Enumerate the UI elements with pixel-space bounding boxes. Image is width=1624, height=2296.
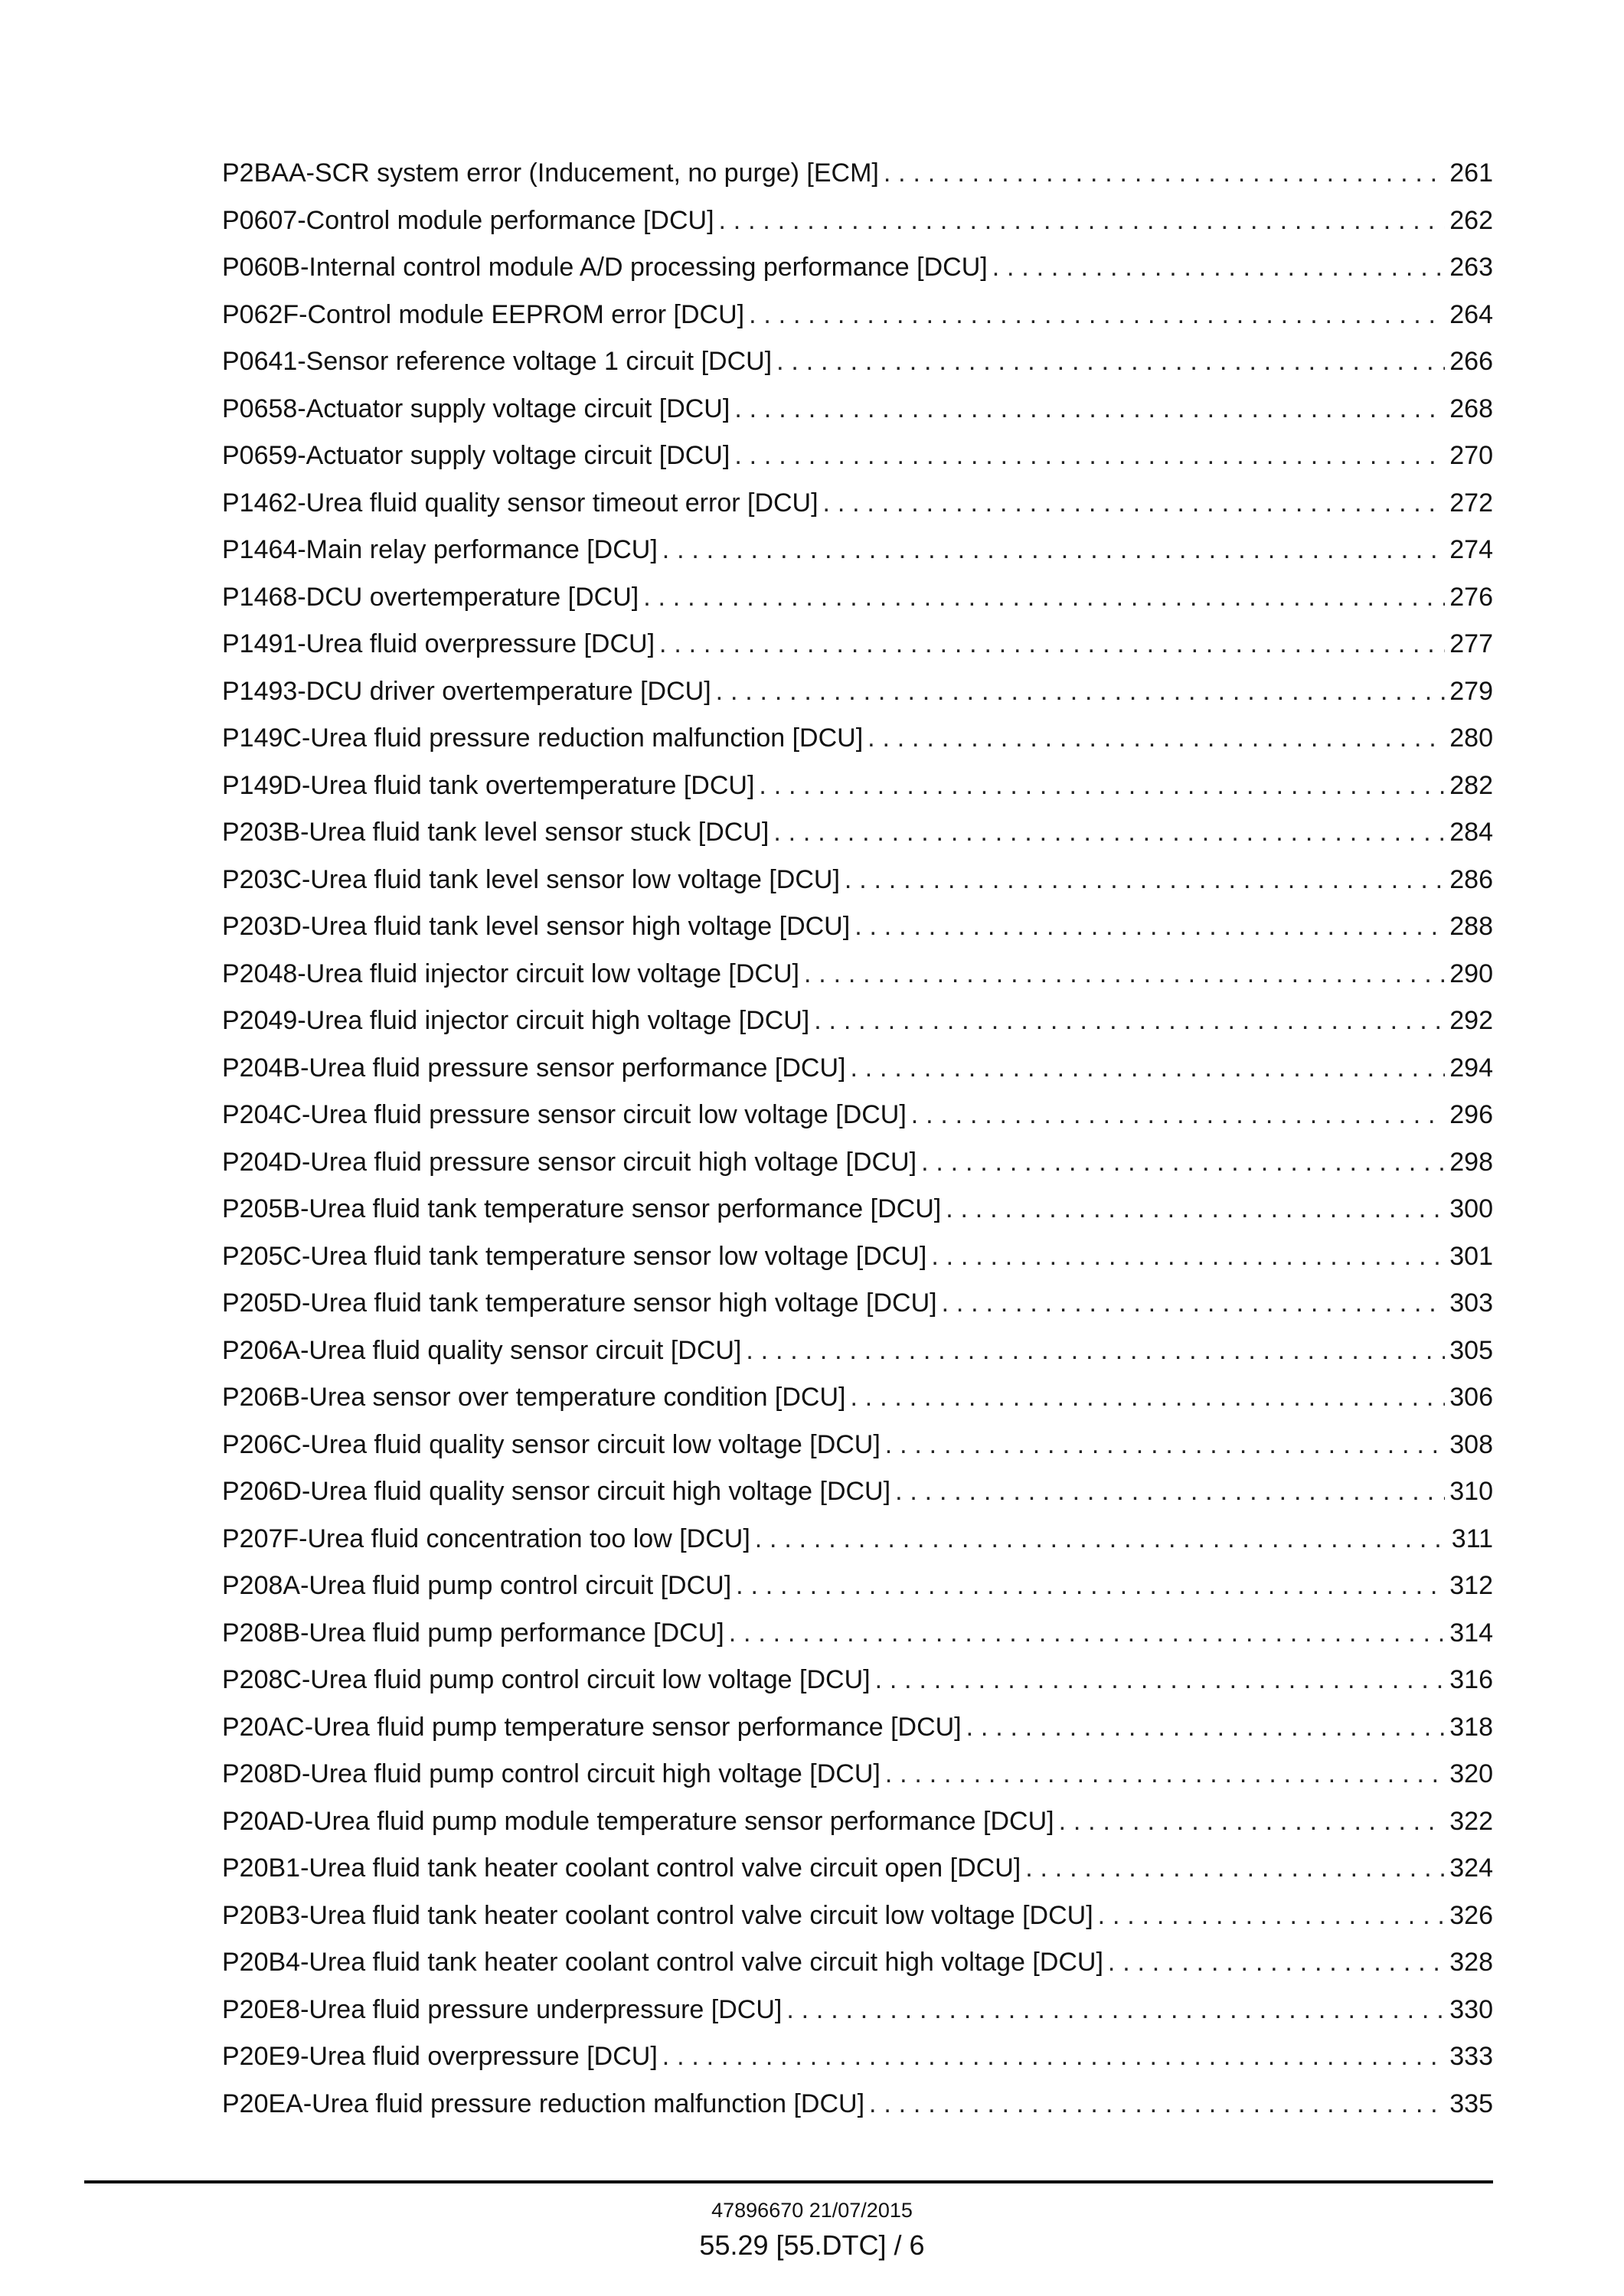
dot-leader — [736, 1563, 1445, 1610]
dot-leader — [884, 150, 1445, 198]
toc-entry-title: P1462-Urea fluid quality sensor timeout error [DCU] — [222, 488, 819, 518]
toc-entry-page-number: 298 — [1449, 1147, 1493, 1177]
toc-entry[interactable] — [222, 338, 1493, 386]
dot-leader — [946, 1186, 1445, 1233]
dot-leader — [759, 763, 1445, 810]
toc-entry[interactable] — [222, 1186, 1493, 1233]
toc-entry-page-number: 266 — [1449, 347, 1493, 376]
dot-leader — [869, 2081, 1445, 2128]
dot-leader — [755, 1516, 1447, 1563]
toc-entry-page-number: 292 — [1449, 1006, 1493, 1035]
toc-entry[interactable] — [222, 1563, 1493, 1610]
toc-entry[interactable] — [222, 1987, 1493, 2034]
toc-entry[interactable] — [222, 715, 1493, 763]
dot-leader — [804, 951, 1445, 998]
toc-entry-page-number: 284 — [1449, 818, 1493, 847]
dot-leader — [895, 1468, 1445, 1516]
toc-entry-page-number: 276 — [1449, 582, 1493, 612]
toc-entry-page-number: 310 — [1449, 1477, 1493, 1506]
toc-entry[interactable] — [222, 1657, 1493, 1704]
toc-entry-page-number: 328 — [1449, 1948, 1493, 1977]
dot-leader — [773, 809, 1445, 857]
dot-leader — [662, 2033, 1445, 2081]
toc-entry-page-number: 312 — [1449, 1571, 1493, 1600]
dot-leader — [734, 433, 1445, 480]
toc-entry-page-number: 264 — [1449, 299, 1493, 329]
dot-leader — [911, 1092, 1445, 1139]
page-reference: 55.29 [55.DTC] / 6 — [699, 2229, 925, 2261]
toc-entry-page-number: 320 — [1449, 1759, 1493, 1788]
dot-leader — [1108, 1939, 1445, 1987]
toc-entry[interactable] — [222, 1939, 1493, 1987]
toc-entry-page-number: 279 — [1449, 676, 1493, 706]
footer-rule — [84, 2180, 1493, 2183]
dot-leader — [931, 1233, 1445, 1281]
toc-entry-title: P206A-Urea fluid quality sensor circuit [DCU] — [222, 1335, 742, 1365]
toc-entry-title: P2BAA-SCR system error (Inducement, no purge) [ECM] — [222, 158, 879, 188]
toc-entry-title: P205C-Urea fluid tank temperature sensor low voltage [DCU] — [222, 1241, 927, 1271]
dot-leader — [875, 1657, 1446, 1704]
toc-entry[interactable] — [222, 574, 1493, 622]
toc-entry-title: P20B1-Urea fluid tank heater coolant control valve circuit open [DCU] — [222, 1853, 1021, 1883]
toc-entry[interactable] — [222, 2081, 1493, 2128]
toc-entry[interactable] — [222, 1328, 1493, 1375]
document-id-date: 47896670 21/07/2015 — [711, 2199, 913, 2222]
dot-leader — [746, 1328, 1445, 1375]
toc-entry-page-number: 294 — [1449, 1053, 1493, 1083]
toc-entry-title: P062F-Control module EEPROM error [DCU] — [222, 299, 745, 329]
toc-entry[interactable] — [222, 292, 1493, 339]
toc-entry-page-number: 277 — [1449, 629, 1493, 658]
toc-entry[interactable] — [222, 1374, 1493, 1422]
toc-entry-page-number: 326 — [1449, 1900, 1493, 1930]
dot-leader — [734, 386, 1445, 433]
toc-entry-page-number: 263 — [1449, 253, 1493, 282]
toc-entry-page-number: 322 — [1449, 1806, 1493, 1836]
dot-leader — [854, 903, 1445, 951]
dot-leader — [966, 1704, 1446, 1752]
toc-entry-page-number: 296 — [1449, 1100, 1493, 1129]
toc-entry[interactable] — [222, 763, 1493, 810]
dot-leader — [942, 1280, 1446, 1328]
toc-entry-title: P205D-Urea fluid tank temperature sensor high voltage [DCU] — [222, 1288, 937, 1318]
toc-entry-title: P20B4-Urea fluid tank heater coolant control valve circuit high voltage [DCU] — [222, 1948, 1103, 1977]
toc-entry-page-number: 300 — [1449, 1194, 1493, 1223]
toc-entry-title: P204D-Urea fluid pressure sensor circuit high voltage [DCU] — [222, 1147, 917, 1177]
toc-entry-title: P208C-Urea fluid pump control circuit low voltage [DCU] — [222, 1665, 871, 1694]
toc-entry-title: P20AC-Urea fluid pump temperature sensor performance [DCU] — [222, 1712, 962, 1742]
toc-entry-page-number: 303 — [1449, 1288, 1493, 1318]
dot-leader — [921, 1139, 1445, 1187]
toc-entry-title: P1491-Urea fluid overpressure [DCU] — [222, 629, 655, 658]
toc-entry-title: P0607-Control module performance [DCU] — [222, 205, 714, 235]
toc-entry-page-number: 324 — [1449, 1853, 1493, 1883]
toc-entry-page-number: 316 — [1449, 1665, 1493, 1694]
toc-entry[interactable] — [222, 1798, 1493, 1846]
dot-leader — [823, 480, 1446, 527]
toc-entry-page-number: 306 — [1449, 1383, 1493, 1412]
toc-entry-page-number: 274 — [1449, 535, 1493, 564]
toc-entry[interactable] — [222, 198, 1493, 245]
toc-entry-title: P0658-Actuator supply voltage circuit [DCU] — [222, 394, 730, 423]
toc-entry[interactable] — [222, 386, 1493, 433]
toc-entry-page-number: 301 — [1449, 1241, 1493, 1271]
toc-entry-title: P20EA-Urea fluid pressure reduction malfunction [DCU] — [222, 2089, 865, 2118]
toc-entry-title: P203C-Urea fluid tank level sensor low voltage [DCU] — [222, 864, 840, 894]
toc-entry-title: P208B-Urea fluid pump performance [DCU] — [222, 1618, 724, 1648]
toc-entry-page-number: 308 — [1449, 1429, 1493, 1459]
dot-leader — [643, 574, 1445, 622]
toc-entry-title: P206D-Urea fluid quality sensor circuit high voltage [DCU] — [222, 1477, 891, 1506]
toc-entry-title: P2048-Urea fluid injector circuit low voltage [DCU] — [222, 959, 799, 988]
toc-entry-title: P060B-Internal control module A/D processing performance [DCU] — [222, 253, 988, 282]
toc-entry-page-number: 270 — [1449, 441, 1493, 470]
toc-entry-page-number: 286 — [1449, 864, 1493, 894]
dot-leader — [814, 998, 1445, 1045]
toc-entry[interactable] — [222, 1422, 1493, 1469]
toc-entry[interactable] — [222, 244, 1493, 292]
toc-entry-title: P204C-Urea fluid pressure sensor circuit low voltage [DCU] — [222, 1100, 907, 1129]
toc-entry-title: P20AD-Urea fluid pump module temperature sensor performance [DCU] — [222, 1806, 1054, 1836]
toc-entry[interactable] — [222, 1092, 1493, 1139]
dot-leader — [719, 198, 1446, 245]
toc-entry[interactable] — [222, 2033, 1493, 2081]
dot-leader — [659, 621, 1445, 668]
dot-leader — [786, 1987, 1445, 2034]
toc-entry[interactable] — [222, 1280, 1493, 1328]
toc-entry-page-number: 282 — [1449, 770, 1493, 800]
toc-entry-page-number: 290 — [1449, 959, 1493, 988]
toc-entry-title: P149D-Urea fluid tank overtemperature [DCU] — [222, 770, 755, 800]
toc-entry[interactable] — [222, 1893, 1493, 1940]
toc-entry[interactable] — [222, 1233, 1493, 1281]
toc-entry-page-number: 288 — [1449, 912, 1493, 941]
toc-entry-page-number: 314 — [1449, 1618, 1493, 1648]
toc-entry-page-number: 330 — [1449, 1994, 1493, 2024]
toc-entry-title: P205B-Urea fluid tank temperature sensor performance [DCU] — [222, 1194, 942, 1223]
toc-entry-page-number: 311 — [1451, 1524, 1493, 1553]
toc-entry[interactable] — [222, 903, 1493, 951]
toc-entry[interactable] — [222, 998, 1493, 1045]
dot-leader — [885, 1422, 1445, 1469]
dot-leader — [845, 857, 1445, 904]
toc-entry-page-number: 333 — [1449, 2042, 1493, 2071]
toc-entry[interactable] — [222, 1704, 1493, 1752]
toc-entry[interactable] — [222, 1516, 1493, 1563]
toc-entry-title: P206B-Urea sensor over temperature condition [DCU] — [222, 1383, 846, 1412]
toc-entry[interactable] — [222, 527, 1493, 574]
toc-entry[interactable] — [222, 1139, 1493, 1187]
toc-entry[interactable] — [222, 433, 1493, 480]
toc-entry-page-number: 318 — [1449, 1712, 1493, 1742]
toc-entry[interactable] — [222, 809, 1493, 857]
table-of-contents — [222, 150, 1493, 2128]
toc-entry[interactable] — [222, 1845, 1493, 1893]
toc-entry[interactable] — [222, 668, 1493, 716]
toc-entry-page-number: 280 — [1449, 723, 1493, 753]
toc-entry-title: P1464-Main relay performance [DCU] — [222, 535, 658, 564]
toc-entry-title: P0659-Actuator supply voltage circuit [DCU] — [222, 441, 730, 470]
toc-entry-page-number: 272 — [1449, 488, 1493, 518]
toc-entry-page-number: 262 — [1449, 205, 1493, 235]
toc-entry-title: P203B-Urea fluid tank level sensor stuck [DCU] — [222, 818, 770, 847]
toc-entry-title: P206C-Urea fluid quality sensor circuit low voltage [DCU] — [222, 1429, 881, 1459]
toc-entry-title: P203D-Urea fluid tank level sensor high voltage [DCU] — [222, 912, 851, 941]
dot-leader — [729, 1610, 1446, 1657]
dot-leader — [776, 338, 1445, 386]
toc-entry-page-number: 261 — [1449, 158, 1493, 188]
toc-entry-title: P20E8-Urea fluid pressure underpressure [DCU] — [222, 1994, 783, 2024]
toc-entry-title: P2049-Urea fluid injector circuit high voltage [DCU] — [222, 1006, 810, 1035]
toc-entry-page-number: 305 — [1449, 1335, 1493, 1365]
toc-entry[interactable] — [222, 951, 1493, 998]
toc-entry-page-number: 268 — [1449, 394, 1493, 423]
toc-entry-title: P0641-Sensor reference voltage 1 circuit [DCU] — [222, 347, 773, 376]
dot-leader — [851, 1374, 1446, 1422]
toc-entry[interactable] — [222, 1610, 1493, 1657]
toc-entry-title: P207F-Urea fluid concentration too low [DCU] — [222, 1524, 750, 1553]
toc-entry-title: P204B-Urea fluid pressure sensor performance [DCU] — [222, 1053, 846, 1083]
toc-entry-page-number: 335 — [1449, 2089, 1493, 2118]
toc-entry[interactable] — [222, 1751, 1493, 1798]
toc-entry[interactable] — [222, 1468, 1493, 1516]
toc-entry[interactable] — [222, 621, 1493, 668]
dot-leader — [868, 715, 1445, 763]
toc-entry-title: P20B3-Urea fluid tank heater coolant control valve circuit low voltage [DCU] — [222, 1900, 1093, 1930]
dot-leader — [850, 1045, 1445, 1092]
toc-entry[interactable] — [222, 857, 1493, 904]
dot-leader — [992, 244, 1446, 292]
dot-leader — [885, 1751, 1445, 1798]
dot-leader — [662, 527, 1445, 574]
toc-entry-title: P208D-Urea fluid pump control circuit high voltage [DCU] — [222, 1759, 881, 1788]
toc-entry[interactable] — [222, 480, 1493, 527]
toc-entry-title: P1468-DCU overtemperature [DCU] — [222, 582, 639, 612]
toc-entry-title: P208A-Urea fluid pump control circuit [DCU] — [222, 1571, 732, 1600]
dot-leader — [1098, 1893, 1446, 1940]
toc-entry-title: P1493-DCU driver overtemperature [DCU] — [222, 676, 711, 706]
toc-entry-title: P149C-Urea fluid pressure reduction malfunction [DCU] — [222, 723, 864, 753]
toc-entry[interactable] — [222, 1045, 1493, 1092]
dot-leader — [1059, 1798, 1446, 1846]
toc-entry-title: P20E9-Urea fluid overpressure [DCU] — [222, 2042, 658, 2071]
toc-entry[interactable] — [222, 150, 1493, 198]
dot-leader — [1025, 1845, 1445, 1893]
dot-leader — [749, 292, 1445, 339]
dot-leader — [716, 668, 1446, 716]
